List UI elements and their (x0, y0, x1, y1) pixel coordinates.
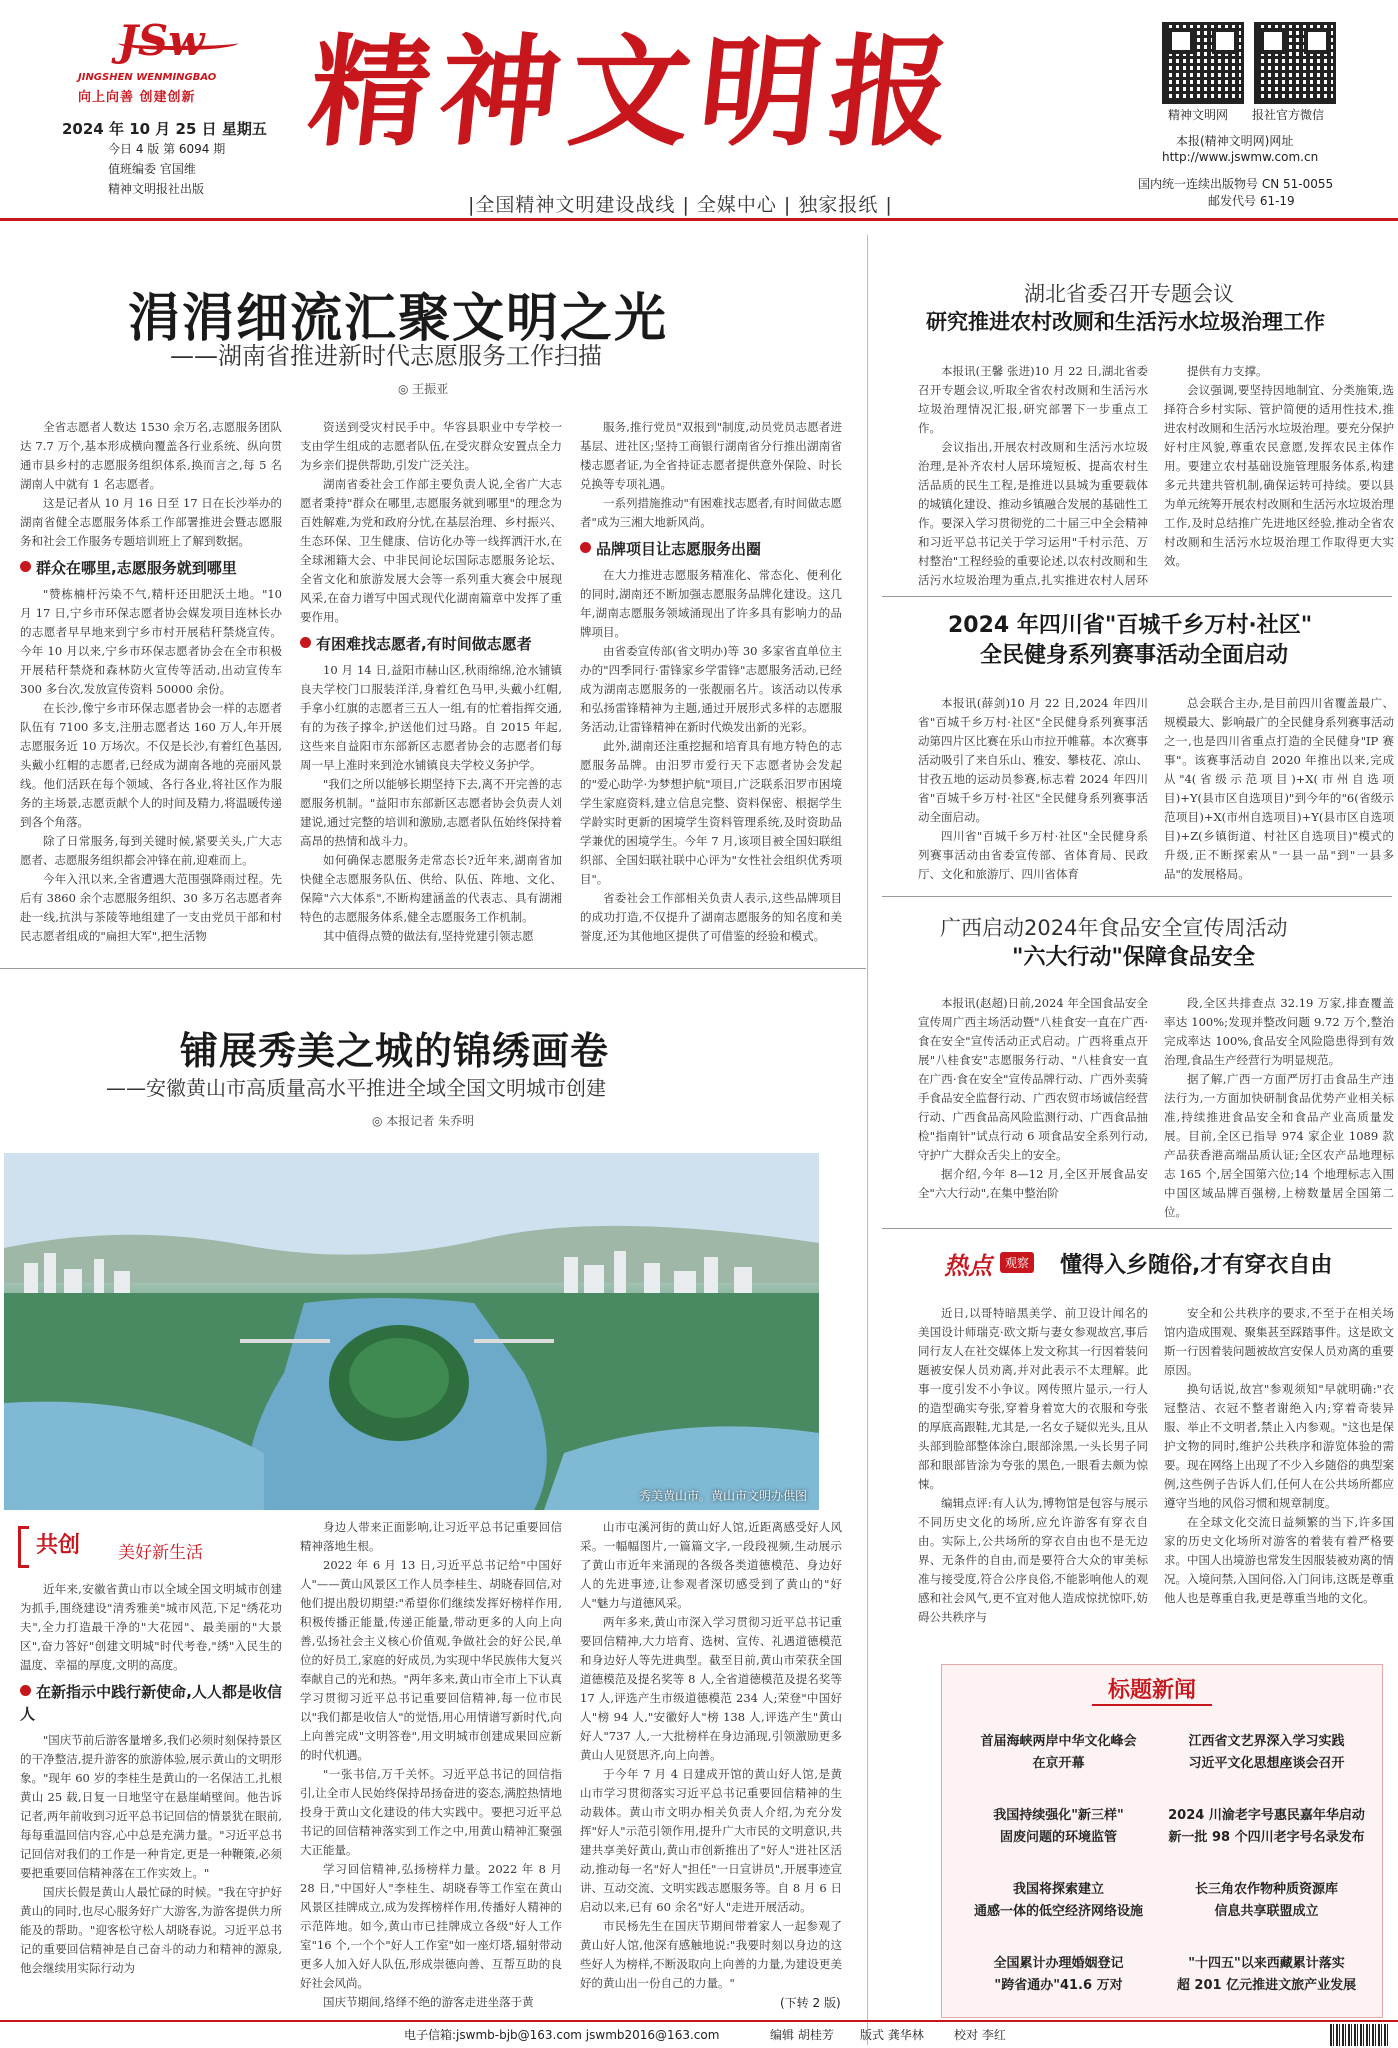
paragraph: 2022 年 6 月 13 日,习近平总书记给"中国好人"——黄山风景区工作人员李桂生、胡晓春回信,对他们提出殷切期望:"希望你们继续发挥好榜样作用,积极传播正能量,传递正能量,带动更多的人向上向善,弘扬社会主义核心价值观,争做社会的好公民,单位的好员工,家庭的好成员,为实现中华民族伟大复兴奉献自己的光和热。"两年多来,黄山市全市上下认真学习贯彻习近平总书记重要回信精神,每一位市民以"我们都是收信人"的觉悟,用心用情谱写新时代,向上向善完成"文明答卷",用文明城市创建成果回应新的时代机遇。 (300, 1558, 562, 1762)
paragraph: 身边人带来正面影响,让习近平总书记重要回信精神落地生根。 (300, 1520, 562, 1553)
bullet-icon (300, 637, 311, 648)
footer-divider (0, 2020, 1398, 2022)
divider (882, 896, 1392, 897)
editor-on-duty: 值班编委 官国维 (108, 162, 196, 176)
paragraph: 会议强调,要坚持因地制宜、分类施策,选择符合乡村实际、管护简便的适用性技术,推进农村改厕和生活污水垃圾治理。要充分保护好村庄风貌,尊重农民意愿,发挥农民主体作用。要建立农村基础设施管理服务体系,构建多元共建共管机制,确保运转可持续。要以县为单元统筹开展农村改厕和生活污水垃圾治理工作,及时总结推广先进地区经验,推动全省农村改厕和生活污水垃圾治理工作取得更大实效。 (1164, 383, 1394, 568)
article3-column-2 (1164, 694, 1394, 890)
city-landscape-illustration (4, 1153, 819, 1510)
issue-date: 2024 年 10 月 25 日 星期五 (62, 120, 267, 138)
bullet-icon (20, 561, 31, 572)
paragraph: 会议指出,开展农村改厕和生活污水垃圾治理,是补齐农村人居环境短板、提高农村生活品质的民生工程,是推进以县城为重要载体的城镇化建设、推动乡镇融合发展的基础性工作。要深入学习贯彻党的二十届三中全会精神和习近平总书记关于学习运用"千村示范、万村整治"工程经验的重要论述,以农村改厕和生活污水垃圾治理为重点,扎实推进农村人居环 (918, 440, 1148, 587)
paragraph: "赞栋楠杆污染不气,精杆还田肥沃土地。"10 月 17 日,宁乡市环保志愿者协会媒发项目连林长办的志愿者早早地来到宁乡市村开展秸秆禁烧宣传。今年 10 月以来,宁乡市环保志愿者协会在全市积极开展秸秆禁烧和森林防火宣传等活动,出动宣传车 300 多台次,发放宣传资料 50000 余份。 (20, 587, 282, 696)
barcode (1330, 2024, 1388, 2046)
paragraph: 山市屯溪河街的黄山好人馆,近距离感受好人风采。一幅幅图片,一篇篇文字,一段段视频,生动展示了黄山市近年来涌现的各级各类道德模范、身边好人的先进事迹,让参观者深切感受到了黄山的"好人"魅力与道德风采。 (580, 1520, 842, 1610)
article4-column-1 (918, 994, 1148, 1222)
article4-title: 广西启动2024年食品安全宣传周活动 (940, 916, 1288, 940)
masthead-slogans: |全国精神文明建设战线 | 全媒中心 | 独家报纸 | (468, 194, 893, 216)
bullet-icon (580, 542, 591, 553)
headline-news-item[interactable]: 2024 川渝老字号惠民嘉年华启动 新一批 98 个四川老字号名录发布 (1168, 1808, 1365, 1845)
paragraph: 国庆长假是黄山人最忙碌的时候。"我在守护好黄山的同时,也尽心服务好广大游客,为游客提供力所能及的帮助。"迎客松守松人胡晓春说。习近平总书记的重要回信精神是自己奋斗的动力和精神的源泉,他会继续用实际行动为 (20, 1885, 282, 1975)
divider (0, 968, 866, 969)
article5-subtitle: ——安徽黄山市高质量高水平推进全域全国文明城市创建 (106, 1076, 606, 1100)
paragraph: "我们之所以能够长期坚持下去,离不开完善的志愿服务机制。"益阳市东部新区志愿者协会负责人刘建说,通过完整的培训和激励,志愿者队伍始终保持着高昂的热情和战斗力。 (300, 777, 562, 848)
bullet-icon (20, 1685, 31, 1696)
paragraph: 两年多来,黄山市深入学习贯彻习近平总书记重要回信精神,大力培育、选树、宣传、礼遇道德模范和身边好人等先进典型。截至目前,黄山市荣获全国道德模范及提名奖等 8 人,全省道德模范及提名奖等 17 人,评选产生市级道德模范 234 人;荣登"中国好人"榜 94 人,"安徽好人"榜 138 人,评选产生"黄山好人"737 人,一大批榜样在身边涌现,引领激励更多黄山人见贤思齐,向上向善。 (580, 1615, 842, 1762)
paragraph: 据介绍,今年 8—12 月,全区开展食品安全"六大行动",在集中整治阶 (918, 1167, 1148, 1200)
logo-mark (118, 16, 238, 74)
article4-column-2 (1164, 994, 1394, 1222)
article2-column-1 (918, 362, 1148, 592)
publisher: 精神文明报社出版 (108, 182, 205, 196)
column-divider (867, 235, 868, 2045)
footer-layout: 版式 龚华林 (860, 2028, 924, 2042)
paragraph: 国庆节期间,络绎不绝的游客走进坐落于黄 (323, 1995, 534, 2009)
article1-subtitle: ——湖南省推进新时代志愿服务工作扫描 (170, 342, 602, 370)
headline-news-item[interactable]: 长三角农作物种质资源库 信息共享联盟成立 (1194, 1882, 1338, 1919)
hotspot-column-2 (1164, 1304, 1394, 1650)
paragraph: 总会联合主办,是目前四川省覆盖最广、规模最大、影响最广的全民健身系列赛事活动之一,也是四川省重点打造的全民健身"IP 赛事"。该赛事活动自 2020 年推出以来,完成从"4(省级示范项目)+X(市州自选项目)+Y(县市区自选项目)"到今年的"6(省级示范项目)+X(市州自选项目)+Y(县市区自选项目)+Z(乡镇街道、村社区自选项目)"模式的升级,正不断探索从"一县一品"到"一县多品"的发展格局。 (1164, 696, 1394, 881)
paper-title: 精神文明报 (302, 22, 968, 163)
article5-column-3 (580, 1518, 842, 1994)
divider (882, 1228, 1392, 1229)
paragraph: 本报讯(王馨 张进)10 月 22 日,湖北省委召开专题会议,听取全省农村改厕和生活污水垃圾治理情况汇报,研究部署下一步重点工作。 (918, 364, 1148, 435)
paragraph: 省委社会工作部相关负责人表示,这些品牌项目的成功打造,不仅提升了湖南志愿服务的知名度和美誉度,还为其他地区提供了可借鉴的经验和模式。 (580, 891, 842, 943)
hotspot-tag (944, 1246, 1052, 1282)
issue-number: 今日 4 版 第 6094 期 (108, 142, 226, 156)
article3-title2: 全民健身系列赛事活动全面启动 (980, 643, 1289, 668)
article5-tag-main: 共创 (36, 1533, 81, 1558)
paragraph: 一系列措施推动"有困难找志愿者,有时间做志愿者"成为三湘大地新风尚。 (580, 496, 842, 529)
article1-column-2 (300, 418, 562, 958)
qr-code-wechat (1254, 22, 1336, 104)
article5-tag-sub: 美好新生活 (118, 1543, 203, 1563)
article5-byline: ◎ 本报记者 朱乔明 (372, 1114, 475, 1128)
article5-column-1 (20, 1580, 282, 2010)
footer-editor: 编辑 胡桂芳 (770, 2028, 834, 2042)
paragraph: 服务,推行党员"双报到"制度,动员党员志愿者进基层、进社区;坚持工商银行湖南省分行推出湖南省楼志愿者证,为全省持证志愿者提供意外保险、时长兑换等专项礼遇。 (580, 420, 842, 491)
site-label: 本报(精神文明网)网址 (1176, 134, 1294, 148)
article4-title2: "六大行动"保障食品安全 (1012, 945, 1255, 970)
paragraph: 安全和公共秩序的要求,不至于在相关场馆内造成围观、聚集甚至踩踏事件。这是欧文斯一行因着装问题被故宫安保人员劝离的重要原因。 (1164, 1306, 1394, 1377)
article2-column-2 (1164, 362, 1394, 592)
headline-news-item[interactable]: 江西省文艺界深入学习实践 习近平文化思想座谈会召开 (1188, 1734, 1345, 1771)
paragraph: 本报讯(赵超)日前,2024 年全国食品安全宣传周广西主场活动暨"八桂食安一直在广西·食在安全"宣传活动正式启动。广西将重点开展"八桂食安"志愿服务行动、"八桂食安一直在广西·食在安全"宣传品牌行动、广西外卖骑手食品安全监督行动、广西农贸市场诚信经营行动、广西食品高风险监测行动、广西食品抽检"指南针"试点行动 6 项食品安全系列行动,守护广大群众舌尖上的安全。 (918, 996, 1148, 1162)
paragraph: 于今年 7 月 4 日建成开馆的黄山好人馆,是黄山市学习贯彻落实习近平总书记重要回信精神的生动载体。黄山市文明办相关负责人介绍,为充分发挥"好人"示范引领作用,提升广大市民的文明意识,共建共享美好黄山,黄山市创新推出了"好人"进社区活动,推动每一名"好人"担任"一日宣讲员",开展事迹宣讲、互动交流、文明实践志愿服务等。自 8 月 6 日启动以来,已有 60 余名"好人"走进开展活动。 (580, 1767, 842, 1914)
tag-bracket (18, 1526, 29, 1568)
paragraph: 四川省"百城千乡万村·社区"全民健身系列赛事活动由省委宣传部、省体育局、民政厅、文化和旅游厅、四川省体育 (918, 829, 1148, 881)
hotspot-column-1 (918, 1304, 1148, 1650)
article1-byline: ◎ 王振亚 (398, 382, 449, 396)
qr1-label: 精神文明网 (1168, 108, 1229, 122)
paragraph: 编辑点评:有人认为,博物馆是包容与展示不同历史文化的场所,应允许游客有穿衣自由。实际上,公共场所的穿衣自由也不是无边界、无条件的自由,而是要符合大众的审美标准与接受度,符合公序良俗,不能影响他人的观感和社会风气,更不宜对他人造成惊扰惊吓,妨碍公共秩序与 (918, 1496, 1148, 1624)
logo-mark-text: JSw (118, 16, 205, 65)
article1-title: 涓涓细流汇聚文明之光 (128, 289, 669, 349)
masthead-divider (0, 218, 1398, 221)
article5-subhead-1: 在新指示中践行新使命,人人都是收信人 (20, 1683, 282, 1723)
paragraph: "一张书信,万千关怀。习近平总书记的回信指引,让全市人民始终保持昂扬奋进的姿态,满腔热情地投身于黄山文化建设的伟大实践中。要把习近平总书记的回信精神落实到工作之中,用黄山精神汇聚强大正能量。 (300, 1767, 562, 1857)
paragraph: 此外,湖南还注重挖掘和培育具有地方特色的志愿服务品牌。由汨罗市爱行天下志愿者协会发起的"爱心助学·为梦想护航"项目,广泛联系汨罗市困境学生家庭资料,建立信息完整、资料保密、根据学生学龄实时更新的困境学生资料管理系统,及时资助品学兼优的困境学生。今年 7 月,该项目被全国妇联组织部、全国妇联社联中心评为"女性社会组织优秀项目"。 (580, 739, 842, 886)
headline-news-item[interactable]: 我国持续强化"新三样" 固废问题的环境监管 (993, 1808, 1124, 1845)
headline-news-item[interactable]: 全国累计办理婚姻登记 "跨省通办"41.6 万对 (993, 1956, 1124, 1993)
logo-pinyin: JINGSHEN WENMINGBAO (78, 72, 217, 83)
site-url[interactable]: http://www.jswmw.com.cn (1162, 150, 1319, 164)
continued-note: (下转 2 版) (780, 1996, 841, 2010)
paragraph: 段,全区共排查点 32.19 万家,排查覆盖率达 100%;发现并整改问题 9.72 万个,整治完成率达 100%,食品安全风险隐患得到有效治理,食品生产经营行为明显规范。 (1164, 996, 1394, 1067)
paragraph: 除了日常服务,每到关键时候,紧要关头,广大志愿者、志愿服务组织都会冲锋在前,迎难而上。 (20, 834, 282, 867)
paragraph: 湖南省委社会工作部主要负责人说,全省广大志愿者秉持"群众在哪里,志愿服务就到哪里"的理念为百姓解难,为党和政府分忧,在基层治理、乡村振兴、生态环保、卫生健康、信访化办等一线挥洒汗水,在全球湘籍大会、中非民间论坛国际志愿服务论坛、全省文化和旅游发展大会等一系列重大赛会中展现风采,在奋力谱写中国式现代化湖南篇章中发挥了重要作用。 (300, 477, 562, 624)
article3-title: 2024 年四川省"百城千乡万村·社区" (948, 613, 1313, 638)
logo-slogan: 向上向善 创建创新 (78, 90, 196, 105)
paragraph: 全省志愿者人数达 1530 余万名,志愿服务团队达 7.7 万个,基本形成横向覆盖各行业系统、纵向贯通市县乡村的志愿服务组织体系,换而言之,每 5 名湖南人中就有 1 名志愿者。 (20, 420, 282, 491)
article5-title: 铺展秀美之城的锦绣画卷 (180, 1029, 610, 1073)
paragraph: 由省委宣传部(省文明办)等 30 多家省直单位主办的"四季同行·雷锋家乡学雷锋"志愿服务活动,已经成为湖南志愿服务的一张靓丽名片。该活动以传承和弘扬雷锋精神为主题,通过开展形式多样的志愿服务活动,让雷锋精神在新时代焕发出新的光彩。 (580, 644, 842, 734)
article2-kicker: 湖北省委召开专题会议 (1024, 282, 1234, 306)
paragraph: 近年来,安徽省黄山市以全域全国文明城市创建为抓手,围绕建设"清秀雅美"城市风范,下足"绣花功夫",全力打造最干净的"大花园"、最美丽的"大景区",奋力答好"创建文明城"时代考卷,"绣"入民生的温度、幸福的厚度,文明的高度。 (20, 1582, 282, 1672)
article1-column-3 (580, 418, 842, 958)
post-code: 邮发代号 61-19 (1208, 194, 1295, 208)
qr2-label: 报社官方微信 (1252, 108, 1325, 122)
headline-news-item[interactable]: "十四五"以来西藏累计落实 超 201 亿元推进文旅产业发展 (1176, 1956, 1357, 1993)
headline-news-item[interactable]: 我国将探索建立 通感一体的低空经济网络设施 (973, 1882, 1143, 1919)
paragraph: 近日,以哥特暗黑美学、前卫设计闻名的美国设计师瑞克·欧文斯与妻女参观故宫,事后同行友人在社交媒体上发文称其一行因着装问题被安保人员劝离,并对此表示不太理解。此事一度引发不小争议。网传照片显示,一行人的造型确实夸张,穿着身着宽大的衣服和夸张的厚底高跟鞋,尤其是,一名女子疑似光头,且从头部到脸部整体涂白,眼部涂黑,一头长男子同部和眼部皆涂为夸张的黑色,一眼看去颇为惊悚。 (918, 1306, 1148, 1491)
masthead (0, 0, 1398, 235)
article5-tag (18, 1524, 240, 1568)
cn-number: 国内统一连续出版物号 CN 51-0055 (1138, 177, 1334, 191)
footer-email: 电子信箱:jswmb-bjb@163.com jswmb2016@163.com (404, 2028, 720, 2042)
paragraph: 据了解,广西一方面严厉打击食品生产违法行为,一方面加快研制食品优势产业相关标准,持续推进食品安全和食品产业高质量发展。目前,全区已指导 974 家企业 1089 款产品获香港高端品质认证;全区农产品地理标志 165 个,居全国第六位;14 个地理标志入围中国区域品牌百强榜,上榜数量居全国第二位。 (1164, 1072, 1394, 1219)
paragraph: 学习回信精神,弘扬榜样力量。2022 年 8 月 28 日,"中国好人"李桂生、胡晓春等工作室在黄山风景区挂牌成立,成为发挥榜样作用,传播好人精神的示范阵地。如今,黄山市已挂牌成立各级"好人工作室"16 个,一个个"好人工作室"如一座灯塔,辐射带动更多人加入好人队伍,形成崇德向善、互帮互助的良好社会风尚。 (300, 1862, 562, 1990)
qr-code-website (1162, 22, 1244, 104)
article1-column-1 (20, 418, 282, 958)
article1-subhead-3: 品牌项目让志愿服务出圈 (580, 538, 842, 560)
paragraph: 在全球文化交流日益频繁的当下,许多国家的历史文化场所对游客的着装有着严格要求。中国人出境游也常发生因服装被劝离的情况。入境问禁,入国问俗,入门问讳,这既是尊重他人也是尊重自我,更是尊重当地的文化。 (1164, 1515, 1394, 1605)
photo-caption: 秀美黄山市。黄山市文明办供图 (638, 1489, 807, 1503)
paragraph: 提供有力支撑。 (1187, 364, 1268, 378)
paragraph: 资送到受灾村民手中。华容县职业中专学校一支由学生组成的志愿者队伍,在受灾群众安置点全力为乡亲们提供帮助,引发广泛关注。 (300, 420, 562, 472)
paragraph: 10 月 14 日,益阳市赫山区,秋雨绵绵,沧水铺镇良夫学校门口服装洋洋,身着红色马甲,头戴小红帽,手拿小红旗的志愿者三五人一组,有的忙着指挥交通,有的为孩子撑伞,护送他们过马路。自 2015 年起,这些来自益阳市东部新区志愿者协会的志愿者们每周一早上准时来到沧水铺镇良夫学校义务护学。 (300, 663, 562, 772)
headline-news-box (941, 1664, 1383, 2018)
hotspot-tag-badge: 观察 (1000, 1252, 1034, 1273)
article1-subhead-2: 有困难找志愿者,有时间做志愿者 (300, 633, 562, 655)
paragraph: 如何确保志愿服务走常态长?近年来,湖南省加快健全志愿服务队伍、供给、队伍、阵地、文化、保障"六大体系",不断构建涵盖的代表志、具有湖湘特色的志愿服务体系,健全志愿服务工作机制。 (300, 853, 562, 924)
paragraph: 在长沙,像宁乡市环保志愿者协会一样的志愿者队伍有 7100 多支,注册志愿者达 160 万人,年开展志愿服务近 10 万场次。不仅是长沙,有着红色基因,头戴小红帽的志愿者,已经成为湖南各地的亮丽风景线。他们活跃在每个领域、各行各业,将社区作为服务的主场景,志愿贡献个人的时间及精力,将温暖传递到各个角落。 (20, 701, 282, 829)
city-photo (4, 1153, 819, 1510)
headline-news-label: 标题新闻 (1092, 1673, 1212, 1706)
article2-title: 研究推进农村改厕和生活污水垃圾治理工作 (926, 310, 1325, 334)
paragraph: 换句话说,故宫"参观须知"早就明确:"衣冠整洁、衣冠不整者谢绝入内;穿着奇装异服、举止不文明者,禁止入内参观。"这也是保护文物的同时,维护公共秩序和游览体验的需要。现在网络上出现了不少入乡随俗的典型案例,这些例子告诉人们,任何人在公共场所都应遵守当地的风俗习惯和规章制度。 (1164, 1382, 1394, 1510)
article5-column-2 (300, 1518, 562, 2010)
paragraph: 本报讯(薛剑)10 月 22 日,2024 年四川省"百城千乡万村·社区"全民健身系列赛事活动第四片区比赛在乐山市拉开帷幕。本次赛事活动吸引了来自乐山、雅安、攀枝花、凉山、甘孜五地的运动员参赛,标志着 2024 年四川省"百城千乡万村·社区"全民健身系列赛事活动全面启动。 (918, 696, 1148, 824)
hotspot-title: 懂得入乡随俗,才有穿衣自由 (1060, 1253, 1333, 1278)
footer-proof: 校对 李红 (954, 2028, 1006, 2042)
headline-news-item[interactable]: 首届海峡两岸中华文化峰会 在京开幕 (980, 1734, 1137, 1771)
hotspot-tag-label: 热点 (944, 1252, 992, 1280)
paragraph: 这是记者从 10 月 16 日至 17 日在长沙举办的湖南省健全志愿服务体系工作部署推进会暨志愿服务和社会工作服务专题培训班上了解到数据。 (20, 496, 282, 548)
paragraph: 市民杨先生在国庆节期间带着家人一起参观了黄山好人馆,他深有感触地说:"我要时刻以身边的这些好人为榜样,不断汲取向上向善的力量,为建设更美好的黄山出一份自己的力量。" (580, 1919, 842, 1990)
paragraph: 在大力推进志愿服务精准化、常态化、便利化的同时,湖南还不断加强志愿服务品牌化建设。这几年,湖南志愿服务领域涌现出了许多具有影响力的品牌项目。 (580, 568, 842, 639)
divider (882, 596, 1392, 597)
article3-column-1 (918, 694, 1148, 890)
paragraph: 今年入汛以来,全省遭遇大范围强降雨过程。先后有 3860 余个志愿服务组织、30 多万名志愿者奔赴一线,抗洪与茶陵等地组建了一支由党员干部和村民志愿者组成的"扁担大军",把生活物 (20, 872, 282, 943)
paragraph: 其中值得点赞的做法有,坚持党建引领志愿 (323, 929, 534, 943)
paragraph: "国庆节前后游客量增多,我们必须时刻保持景区的干净整洁,提升游客的旅游体验,展示黄山的文明形象。"现年 60 岁的李桂生是黄山的一名保洁工,扎根黄山 25 载,日复一日地坚守在悬崖峭壁间。他告诉记者,两年前收到习近平总书记回信的情景犹在眼前,每每重温回信内容,心中总是充满力量。"习近平总书记回信对我们的工作是一种肯定,更是一种鞭策,必须要把重要回信精神落在工作实效上。" (20, 1733, 282, 1880)
article1-subhead-1: 群众在哪里,志愿服务就到哪里 (20, 557, 282, 579)
